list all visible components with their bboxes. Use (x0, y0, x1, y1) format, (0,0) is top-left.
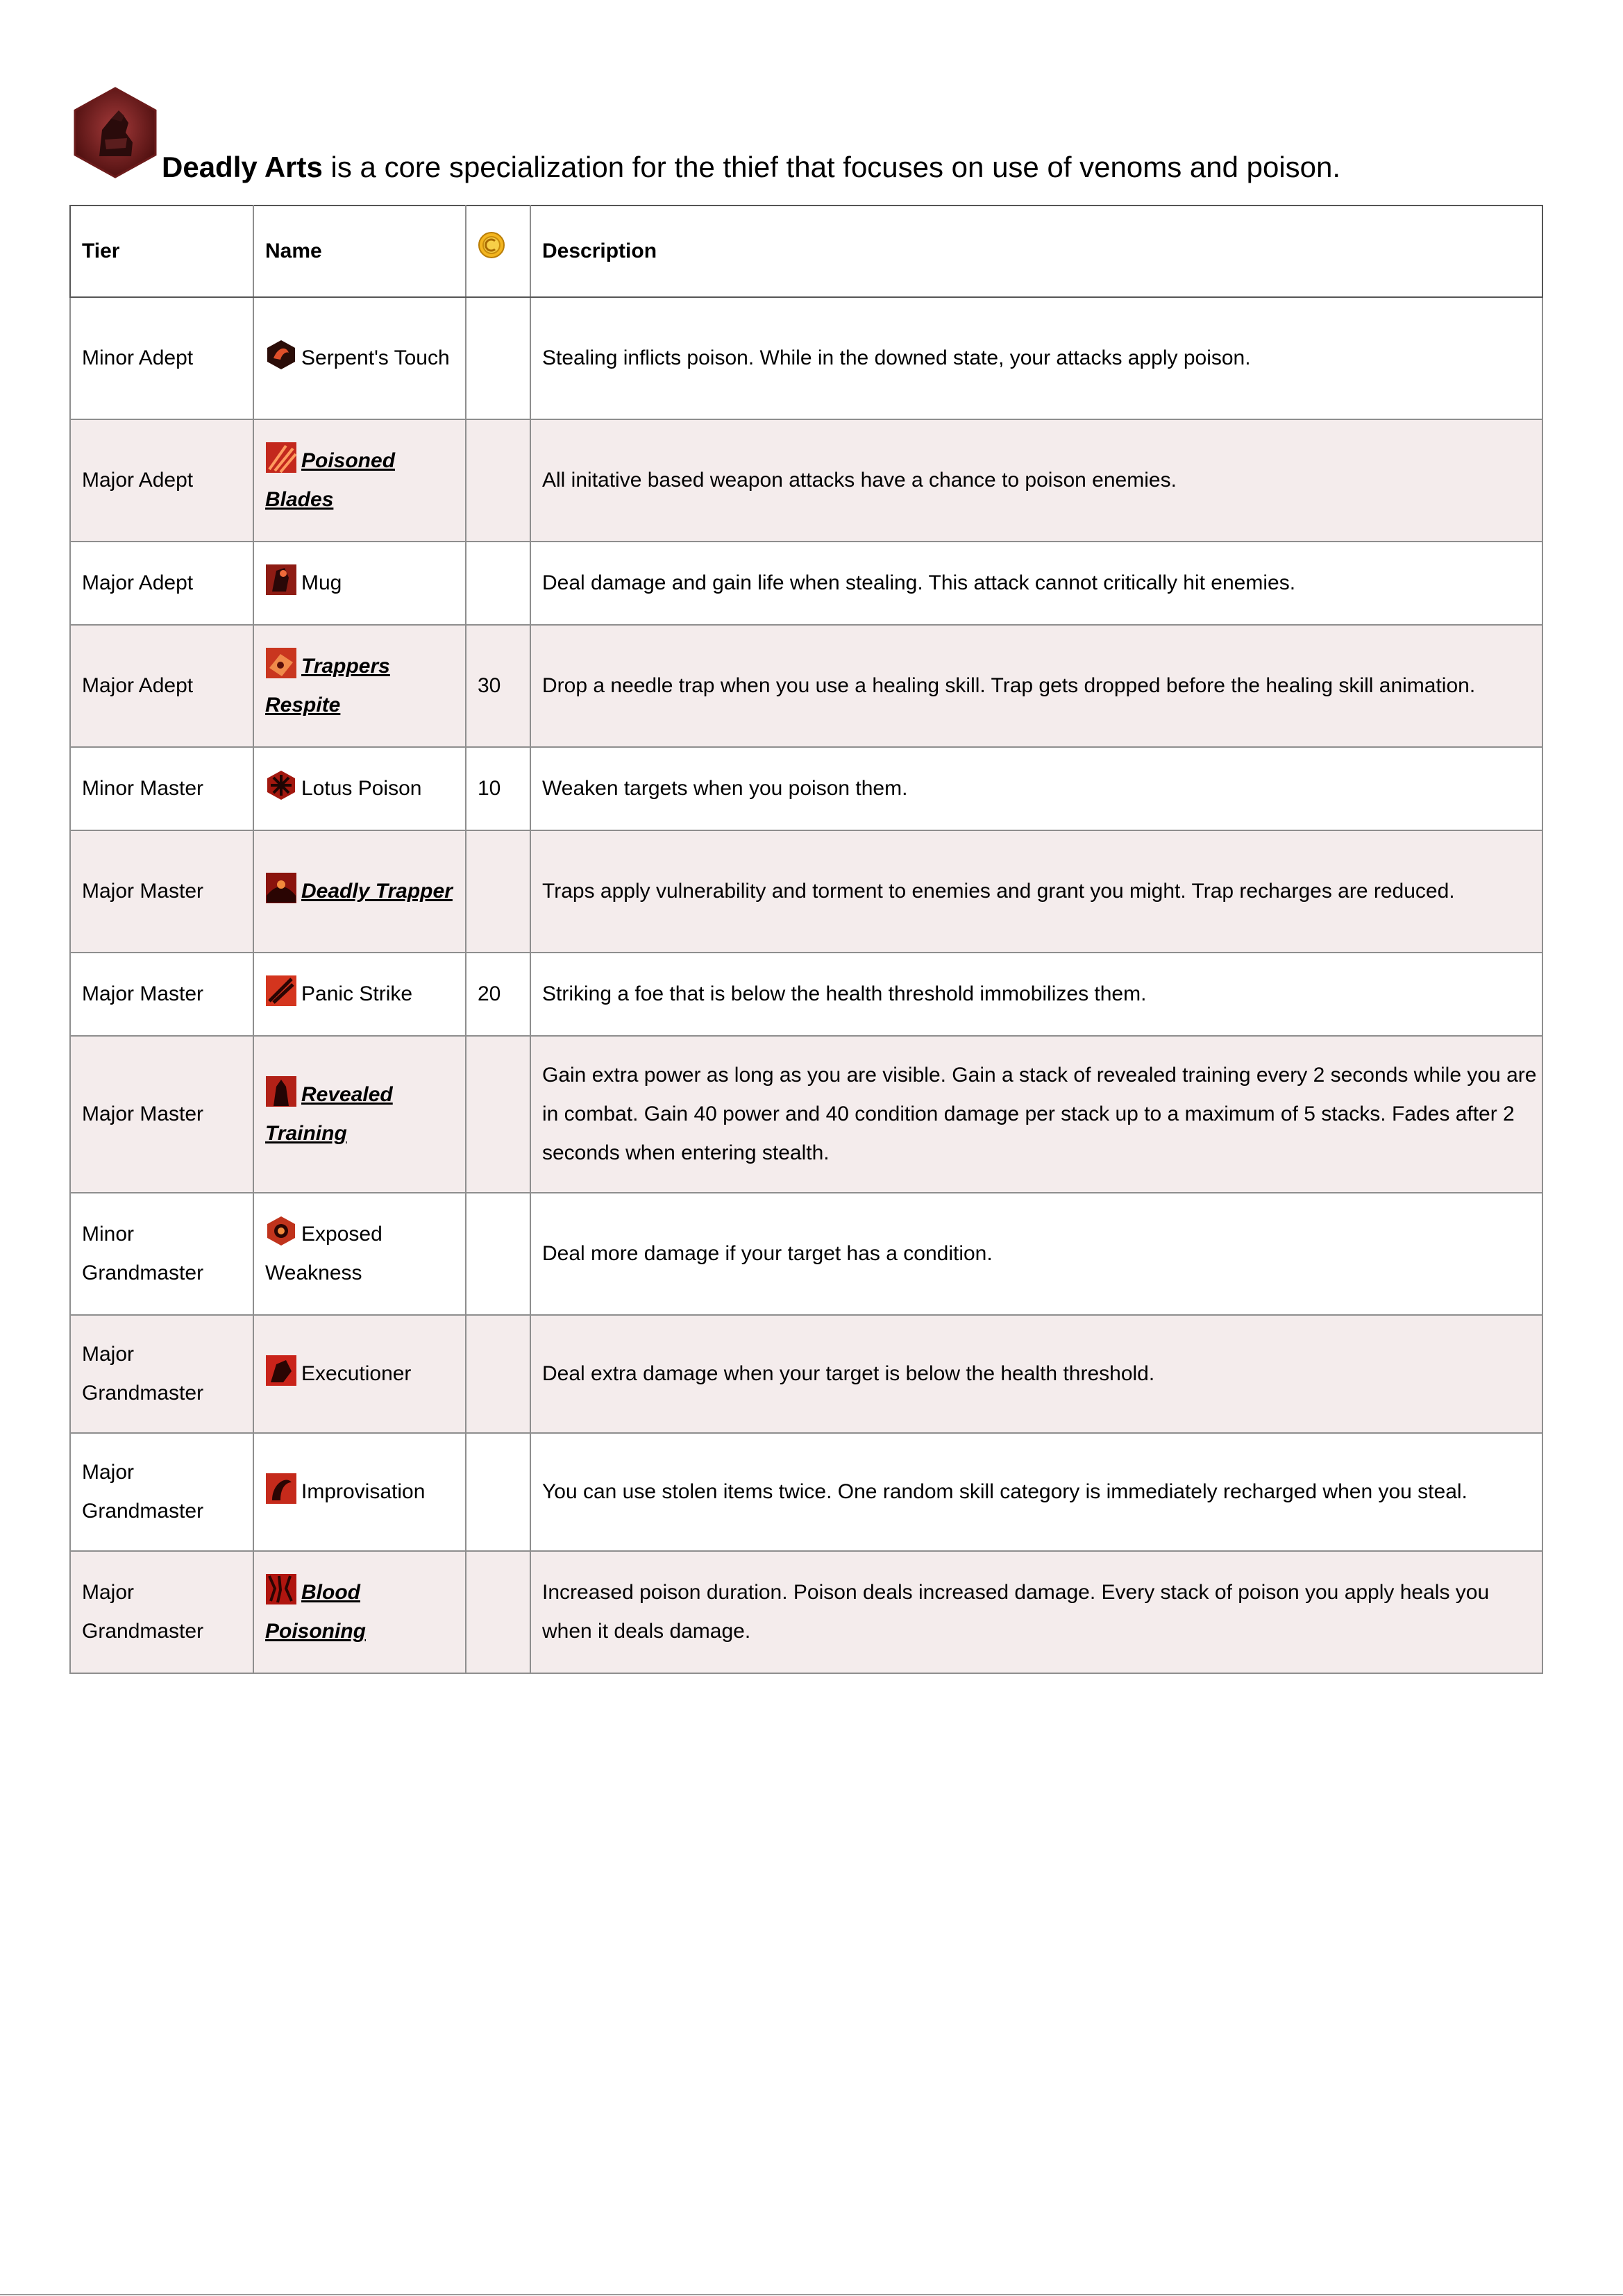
executioner-icon (265, 1355, 297, 1386)
table-row (70, 1551, 1542, 1673)
name-cell (253, 1433, 466, 1551)
tier-cell: Major Grandmaster (70, 1433, 253, 1551)
name-cell (253, 542, 466, 625)
lotus-poison-icon (265, 769, 297, 801)
cost-cell: 20 (466, 953, 530, 1036)
cost-cell (466, 1036, 530, 1193)
tier-cell: Major Master (70, 1036, 253, 1193)
name-cell (253, 1551, 466, 1673)
trait-name: Exposed Weakness (265, 1223, 382, 1284)
table-header-row (70, 206, 1542, 297)
cost-cell (466, 297, 530, 419)
description-cell: Deal damage and gain life when stealing. This attack cannot critically hit enemies. (530, 542, 1542, 625)
tier-cell: Major Grandmaster (70, 1551, 253, 1673)
name-cell (253, 1036, 466, 1193)
improvisation-icon (265, 1473, 297, 1505)
trait-name: Executioner (301, 1362, 412, 1385)
tier-cell: Major Grandmaster (70, 1315, 253, 1433)
description-cell: Weaken targets when you poison them. (530, 747, 1542, 830)
description-cell: Striking a foe that is below the health threshold immobilizes them. (530, 953, 1542, 1036)
cost-cell (466, 542, 530, 625)
description-cell: Deal more damage if your target has a condition. (530, 1193, 1542, 1315)
blood-poisoning-icon (265, 1573, 297, 1605)
table-row (70, 830, 1542, 953)
name-cell (253, 297, 466, 419)
cost-cell (466, 1551, 530, 1673)
trait-name: Panic Strike (301, 982, 413, 1005)
serpents-touch-icon (265, 339, 297, 371)
description-cell: Increased poison duration. Poison deals increased damage. Every stack of poison you apply heals you when it deals damage. (530, 1551, 1542, 1673)
tier-cell: Major Adept (70, 625, 253, 747)
name-cell (253, 1193, 466, 1315)
trait-name: Serpent's Touch (301, 346, 450, 369)
cost-cell: 10 (466, 747, 530, 830)
revealed-training-icon (265, 1075, 297, 1107)
table-row (70, 297, 1542, 419)
name-cell (253, 419, 466, 542)
tier-cell: Minor Adept (70, 297, 253, 419)
cost-cell (466, 830, 530, 953)
description-cell: Stealing inflicts poison. While in the downed state, your attacks apply poison. (530, 297, 1542, 419)
panic-strike-icon (265, 975, 297, 1007)
description-cell: Gain extra power as long as you are visible. Gain a stack of revealed training every 2 seconds while you are in combat. Gain 40 power and 40 condition damage per stack up to a maximum of 5 stacks. Fades after 2 seconds when entering stealth. (530, 1036, 1542, 1193)
intro-sentence (162, 149, 1340, 185)
table-row (70, 1433, 1542, 1551)
name-column-header: Name (253, 206, 466, 297)
intro-text: is a core specialization for the thief that focuses on use of venoms and poison. (322, 151, 1341, 183)
tier-cell: Minor Grandmaster (70, 1193, 253, 1315)
table-row (70, 1036, 1542, 1193)
description-column-header: Description (530, 206, 1542, 297)
tier-cell: Minor Master (70, 747, 253, 830)
cost-column-header (466, 206, 530, 297)
table-row (70, 625, 1542, 747)
name-cell (253, 1315, 466, 1433)
name-cell (253, 625, 466, 747)
trait-name: Improvisation (301, 1480, 426, 1503)
table-row (70, 419, 1542, 542)
tier-cell: Major Adept (70, 542, 253, 625)
tier-cell: Major Master (70, 953, 253, 1036)
cost-cell: 30 (466, 625, 530, 747)
table-row (70, 747, 1542, 830)
tier-cell: Major Master (70, 830, 253, 953)
description-cell: Traps apply vulnerability and torment to enemies and grant you might. Trap recharges are reduced. (530, 830, 1542, 953)
trait-name-link[interactable]: Poisoned Blades (265, 449, 396, 511)
name-cell (253, 830, 466, 953)
traits-table (69, 205, 1543, 1674)
name-cell (253, 747, 466, 830)
table-row (70, 1315, 1542, 1433)
deadly-arts-specialization-icon (73, 87, 158, 178)
description-cell: Drop a needle trap when you use a healing skill. Trap gets dropped before the healing skill animation. (530, 625, 1542, 747)
page-bottom-edge (0, 2294, 1623, 2295)
tier-cell: Major Adept (70, 419, 253, 542)
trait-name-link[interactable]: Revealed Training (265, 1083, 393, 1145)
trait-name: Lotus Poison (301, 777, 422, 800)
exposed-weakness-icon (265, 1215, 297, 1247)
specialization-name: Deadly Arts (162, 151, 323, 183)
cost-cell (466, 419, 530, 542)
initiative-coin-icon (478, 231, 505, 272)
trait-name-link[interactable]: Deadly Trapper (301, 880, 453, 903)
description-cell: Deal extra damage when your target is below the health threshold. (530, 1315, 1542, 1433)
table-row (70, 1193, 1542, 1315)
trappers-respite-icon (265, 647, 297, 679)
description-cell: You can use stolen items twice. One random skill category is immediately recharged when you steal. (530, 1433, 1542, 1551)
cost-cell (466, 1315, 530, 1433)
tier-column-header: Tier (70, 206, 253, 297)
trait-name-link[interactable]: Blood Poisoning (265, 1581, 366, 1643)
deadly-trapper-icon (265, 872, 297, 904)
trait-name: Mug (301, 571, 342, 594)
cost-cell (466, 1193, 530, 1315)
mug-icon (265, 564, 297, 596)
table-row (70, 953, 1542, 1036)
table-row (70, 542, 1542, 625)
name-cell (253, 953, 466, 1036)
trait-name-link[interactable]: Trappers Respite (265, 655, 390, 717)
cost-cell (466, 1433, 530, 1551)
description-cell: All initative based weapon attacks have a chance to poison enemies. (530, 419, 1542, 542)
poisoned-blades-icon (265, 442, 297, 474)
